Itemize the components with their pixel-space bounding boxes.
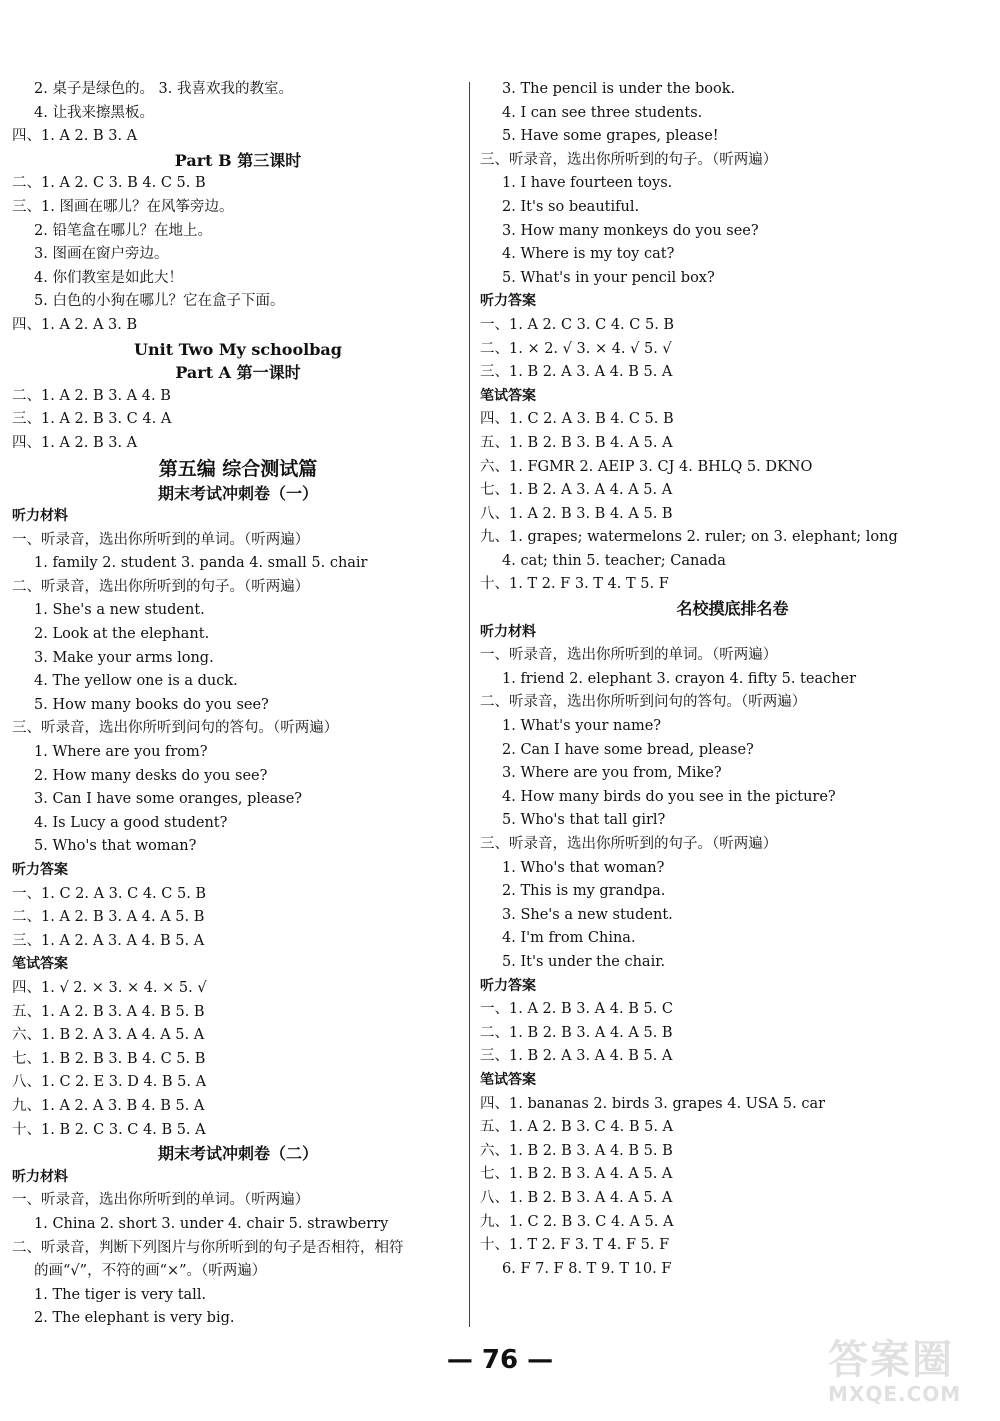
- text-line: 九、1. A 2. A 3. B 4. B 5. A: [12, 1097, 205, 1114]
- item-line: 3. Where are you from, Mike?: [502, 765, 722, 782]
- text-line: 九、1. grapes; watermelons 2. ruler; on 3. elephant; long: [480, 529, 898, 546]
- item-line: 4. 让我来擦黑板。: [34, 104, 154, 121]
- text-line: 一、听录音，选出你所听到的单词。（听两遍）: [12, 1192, 310, 1209]
- text-line: 三、听录音，选出你所听到的句子。（听两遍）: [480, 836, 778, 852]
- text-line: 六、1. B 2. B 3. A 4. B 5. B: [480, 1142, 673, 1159]
- text-line: 三、听录音，选出你所听到的句子。（听两遍）: [480, 151, 778, 168]
- watermark: [828, 1338, 988, 1412]
- subsection-label: 听力材料: [12, 1168, 68, 1185]
- text-line: 二、1. × 2. √ 3. × 4. √ 5. √: [480, 340, 672, 357]
- text-line: 十、1. T 2. F 3. T 4. F 5. F: [480, 1237, 670, 1254]
- left-column: [12, 78, 464, 1331]
- watermark-url: MXQE.COM: [828, 1382, 962, 1406]
- text-line: 一、听录音，选出你所听到的单词。（听两遍）: [12, 531, 310, 548]
- item-line: 4. Is Lucy a good student?: [34, 814, 228, 831]
- text-line: 七、1. B 2. B 3. B 4. C 5. B: [12, 1050, 206, 1067]
- item-line: 4. The yellow one is a duck.: [34, 673, 238, 690]
- item-line: 2. How many desks do you see?: [34, 767, 268, 784]
- subsection-label: 笔试答案: [480, 387, 536, 404]
- text-line: 五、1. A 2. B 3. A 4. B 5. B: [12, 1003, 205, 1020]
- item-line: 1. What's your name?: [502, 718, 662, 735]
- text-line: 三、听录音，选出你所听到问句的答句。（听两遍）: [12, 720, 339, 737]
- item-line: 3. Can I have some oranges, please?: [34, 791, 303, 808]
- text-line: 一、1. A 2. C 3. C 4. C 5. B: [480, 316, 675, 333]
- right-column: [480, 78, 985, 1281]
- subsection-label: 听力答案: [480, 977, 536, 994]
- text-line: 六、1. FGMR 2. AEIP 3. CJ 4. BHLQ 5. DKNO: [480, 458, 813, 475]
- item-line: 1. The tiger is very tall.: [34, 1286, 207, 1303]
- subsection-label: 听力答案: [480, 293, 536, 310]
- item-line: 5. Who's that tall girl?: [502, 812, 666, 829]
- column-divider: [469, 82, 470, 1327]
- text-line: 十、1. B 2. C 3. C 4. B 5. A: [12, 1121, 206, 1138]
- item-line: 4. cat; thin 5. teacher; Canada: [502, 552, 726, 569]
- text-line: 八、1. B 2. B 3. A 4. A 5. A: [480, 1189, 673, 1206]
- text-line: 四、1. √ 2. × 3. × 4. × 5. √: [12, 979, 207, 996]
- item-line: 2. This is my grandpa.: [502, 883, 666, 900]
- item-line: 3. How many monkeys do you see?: [502, 222, 759, 239]
- text-line: 四、1. C 2. A 3. B 4. C 5. B: [480, 411, 674, 428]
- item-line: 5. It's under the chair.: [502, 953, 666, 970]
- text-line: 三、1. A 2. A 3. A 4. B 5. A: [12, 932, 205, 949]
- item-line: 5. How many books do you see?: [34, 696, 269, 713]
- text-line: 四、1. A 2. B 3. A: [12, 434, 138, 451]
- text-line: 十、1. T 2. F 3. T 4. T 5. F: [480, 576, 669, 593]
- text-line: 二、听录音，判断下列图片与你所听到的句子是否相符，相符: [12, 1239, 404, 1256]
- subsection-label: 听力材料: [480, 623, 536, 640]
- item-line: 1. friend 2. elephant 3. crayon 4. fifty 5. teacher: [502, 670, 857, 687]
- part-title: 第五编 综合测试篇: [158, 457, 318, 480]
- watermark-logo: 答案圈: [828, 1337, 954, 1383]
- item-line: 3. 图画在窗户旁边。: [34, 246, 169, 263]
- section-heading: 名校摸底排名卷: [676, 599, 789, 619]
- text-line: 九、1. C 2. B 3. C 4. A 5. A: [480, 1213, 674, 1230]
- item-line: 3. Make your arms long.: [34, 649, 214, 666]
- item-line: 1. I have fourteen toys.: [502, 175, 673, 192]
- item-line: 5. Have some grapes, please!: [502, 128, 719, 145]
- text-line: 八、1. C 2. E 3. D 4. B 5. A: [12, 1074, 207, 1091]
- text-line: 二、1. A 2. B 3. A 4. B: [12, 387, 171, 404]
- text-line: 一、1. A 2. B 3. A 4. B 5. C: [480, 1001, 674, 1018]
- item-line: 1. China 2. short 3. under 4. chair 5. strawberry: [34, 1215, 389, 1232]
- section-heading: 期末考试冲刺卷（一）: [157, 483, 318, 503]
- item-line: 2. Can I have some bread, please?: [502, 741, 754, 758]
- text-line: 三、1. 图画在哪儿？在风筝旁边。: [12, 198, 234, 215]
- text-line: 四、1. A 2. A 3. B: [12, 316, 138, 333]
- subsection-label: 笔试答案: [480, 1071, 536, 1088]
- section-heading: Part B 第三课时: [174, 150, 302, 170]
- item-line: 的画“√”，不符的画“×”。（听两遍）: [34, 1263, 267, 1280]
- text-line: 五、1. B 2. B 3. B 4. A 5. A: [480, 434, 673, 451]
- item-line: 5. 白色的小狗在哪儿？它在盒子下面。: [34, 293, 285, 310]
- text-line: 二、听录音，选出你所听到的句子。（听两遍）: [12, 578, 310, 595]
- text-line: 五、1. A 2. B 3. C 4. B 5. A: [480, 1119, 674, 1136]
- item-line: 4. How many birds do you see in the picture?: [502, 788, 836, 805]
- item-line: 2. Look at the elephant.: [34, 626, 210, 643]
- item-line: 1. She's a new student.: [34, 602, 205, 619]
- item-line: 3. The pencil is under the book.: [502, 81, 736, 97]
- item-line: 1. family 2. student 3. panda 4. small 5. chair: [34, 555, 368, 572]
- text-line: 四、1. bananas 2. birds 3. grapes 4. USA 5. car: [480, 1095, 826, 1112]
- page-number: — 76 —: [446, 1345, 554, 1375]
- section-heading: Unit Two My schoolbag: [134, 339, 342, 359]
- section-heading: Part A 第一课时: [175, 363, 301, 383]
- text-line: 一、1. C 2. A 3. C 4. C 5. B: [12, 885, 207, 902]
- item-line: 2. It's so beautiful.: [502, 198, 640, 215]
- section-heading: 期末考试冲刺卷（二）: [157, 1144, 318, 1164]
- text-line: 八、1. A 2. B 3. B 4. A 5. B: [480, 505, 673, 522]
- text-line: 一、听录音，选出你所听到的单词。（听两遍）: [480, 647, 778, 664]
- text-line: 四、1. A 2. B 3. A: [12, 128, 138, 145]
- text-line: 二、1. A 2. B 3. A 4. A 5. B: [12, 909, 205, 926]
- subsection-label: 听力材料: [12, 508, 68, 525]
- item-line: 3. She's a new student.: [502, 906, 673, 923]
- item-line: 5. What's in your pencil box?: [502, 269, 715, 286]
- item-line: 2. 桌子是绿色的。 3. 我喜欢我的教室。: [34, 81, 293, 97]
- subsection-label: 听力答案: [12, 862, 68, 878]
- item-line: 1. Who's that woman?: [502, 859, 665, 876]
- item-line: 4. I'm from China.: [502, 930, 636, 947]
- item-line: 4. 你们教室是如此大！: [34, 269, 183, 286]
- item-line: 6. F 7. F 8. T 9. T 10. F: [502, 1260, 672, 1277]
- item-line: 2. The elephant is very big.: [34, 1310, 235, 1327]
- text-line: 三、1. A 2. B 3. C 4. A: [12, 411, 172, 428]
- text-line: 六、1. B 2. A 3. A 4. A 5. A: [12, 1027, 205, 1044]
- item-line: 4. Where is my toy cat?: [502, 246, 675, 263]
- text-line: 三、1. B 2. A 3. A 4. B 5. A: [480, 1048, 673, 1065]
- text-line: 七、1. B 2. B 3. A 4. A 5. A: [480, 1166, 673, 1183]
- text-line: 三、1. B 2. A 3. A 4. B 5. A: [480, 364, 673, 381]
- text-line: 二、1. B 2. B 3. A 4. A 5. B: [480, 1024, 673, 1041]
- subsection-label: 笔试答案: [12, 956, 68, 973]
- item-line: 5. Who's that woman?: [34, 838, 197, 855]
- item-line: 1. Where are you from?: [34, 744, 208, 761]
- text-line: 二、听录音，选出你所听到问句的答句。（听两遍）: [480, 694, 807, 711]
- text-line: 二、1. A 2. C 3. B 4. C 5. B: [12, 175, 206, 192]
- text-line: 七、1. B 2. A 3. A 4. A 5. A: [480, 482, 673, 499]
- item-line: 4. I can see three students.: [502, 104, 703, 121]
- item-line: 2. 铅笔盒在哪儿？在地上。: [34, 222, 212, 239]
